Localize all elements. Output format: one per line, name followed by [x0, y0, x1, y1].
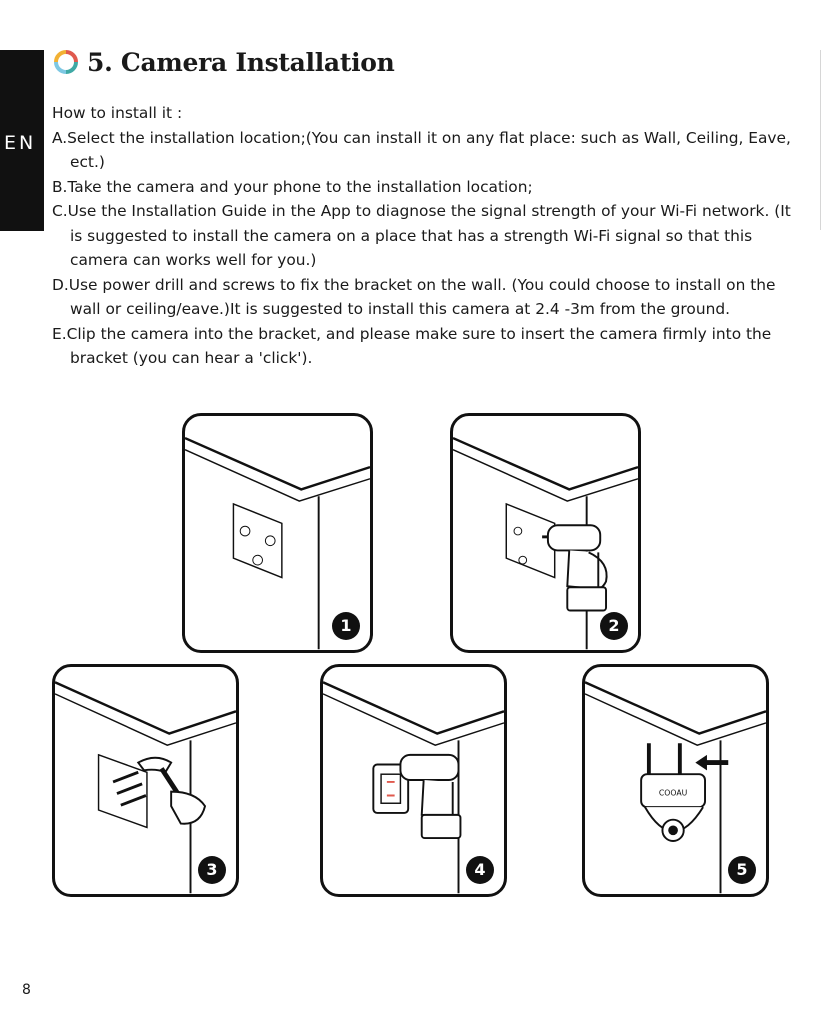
step-c: C.Use the Installation Guide in the App to diagnose the signal strength of your Wi-Fi network. (It is suggested to install the camera on a place that has a strength Wi-Fi signal so that this camera can works well for you.) — [52, 202, 791, 269]
page-title: 5. Camera Installation — [87, 47, 395, 77]
camera-brand-label: COOAU — [658, 788, 688, 798]
figure-1 — [182, 413, 373, 653]
step-badge: 4 — [466, 856, 494, 884]
step-d: D.Use power drill and screws to fix the bracket on the wall. (You could choose to install on the wall or ceiling/eave.)It is suggested to install this camera at 2.4 -3m from the ground. — [52, 275, 776, 318]
figure-2 — [450, 413, 641, 653]
section-ring-icon — [53, 49, 79, 75]
figure-5 — [582, 664, 769, 897]
figure-3 — [52, 664, 239, 897]
step-b: B.Take the camera and your phone to the installation location; — [52, 177, 533, 196]
page-number: 8 — [22, 982, 31, 998]
step-badge: 1 — [332, 612, 360, 640]
language-label: EN — [4, 132, 37, 154]
intro-text: How to install it : — [52, 104, 183, 122]
instructions — [52, 101, 792, 371]
language-tab — [0, 50, 44, 231]
step-badge: 5 — [728, 856, 756, 884]
step-e: E.Clip the camera into the bracket, and please make sure to insert the camera firmly into the bracket (you can hear a 'click'). — [52, 324, 772, 367]
figure-4 — [320, 664, 507, 897]
section-header — [53, 44, 395, 80]
step-badge: 3 — [198, 856, 226, 884]
step-a: A.Select the installation location;(You can install it on any flat place: such as Wall, Ceiling, Eave, ect.) — [52, 128, 791, 171]
step-badge: 2 — [600, 612, 628, 640]
